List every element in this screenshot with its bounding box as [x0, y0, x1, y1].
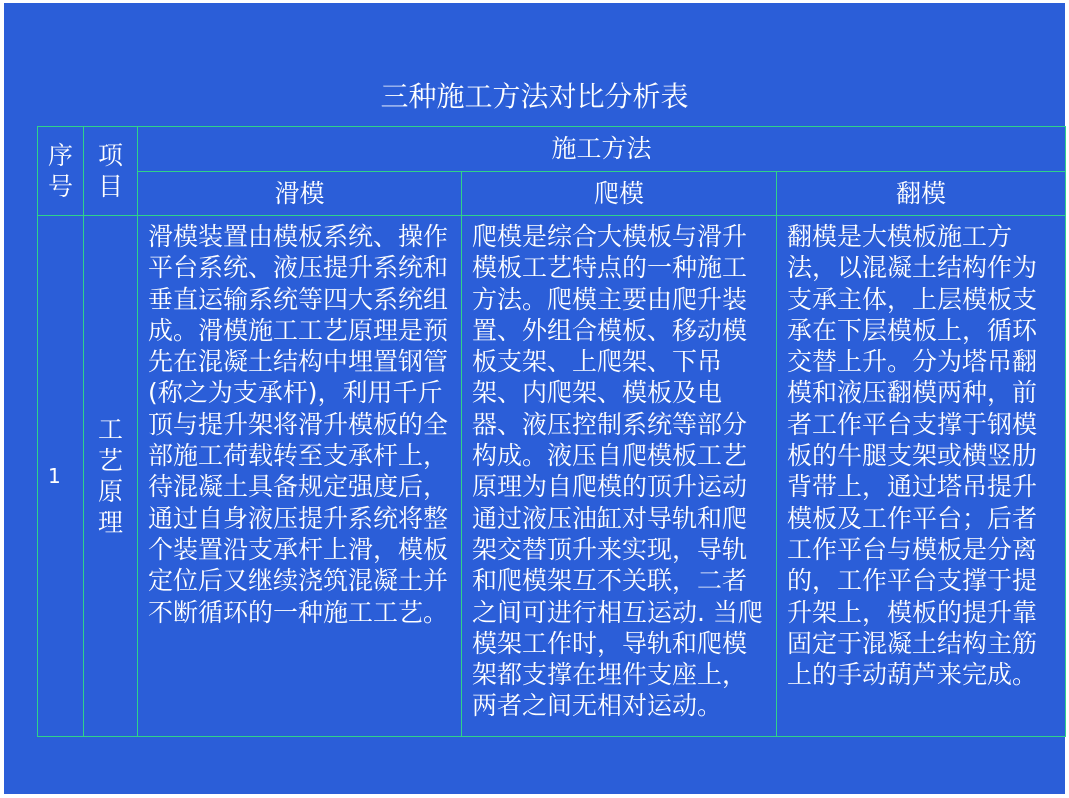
cell-turnform-principle: 翻模是大模板施工方法，以混凝土结构作为支承主体，上层模板支承在下层模板上，循环交替上升。分为塔吊翻模和液压翻模两种，前者工作平台支撑于钢模板的牛腿支架或横竖肋背带上，通过塔吊提升模板及工作平台；后者工作平台与模板是分离的，工作平台支撑于提升架上，模板的提升靠固定于混凝土结构主筋上的手动葫芦来完成。: [777, 216, 1066, 737]
row-seq: 1: [38, 216, 84, 737]
method-header-turnform: 翻模: [777, 172, 1066, 216]
method-header-slipform: 滑模: [138, 172, 462, 216]
page-title: 三种施工方法对比分析表: [380, 80, 689, 113]
row-item: 工艺原理: [84, 216, 138, 737]
cell-climbform-principle: 爬模是综合大模板与滑升模板工艺特点的一种施工方法。爬模主要由爬升装置、外组合模板、移动模板支架、上爬架、下吊架、内爬架、模板及电器、液压控制系统等部分构成。液压自爬模板工艺原理为自爬模的顶升运动通过液压油缸对导轨和爬架交替顶升来实现，导轨和爬模架互不关联，二者之间可进行相互运动. 当爬模架工作时，导轨和爬模架都支撑在埋件支座上，两者之间无相对运动。: [462, 216, 777, 737]
cell-slipform-principle: 滑模装置由模板系统、操作平台系统、液压提升系统和垂直运输系统等四大系统组成。滑模施工工艺原理是预先在混凝土结构中埋置钢管(称之为支承杆)，利用千斤顶与提升架将滑升模板的全部施工荷载转至支承杆上，待混凝土具备规定强度后，通过自身液压提升系统将整个装置沿支承杆上滑，模板定位后又继续浇筑混凝土并不断循环的一种施工工艺。: [138, 216, 462, 737]
item-header: 项目: [84, 127, 138, 216]
seq-header: 序号: [38, 127, 84, 216]
method-header-climbform: 爬模: [462, 172, 777, 216]
method-group-header: 施工方法: [138, 127, 1066, 172]
comparison-table: [37, 126, 1066, 737]
